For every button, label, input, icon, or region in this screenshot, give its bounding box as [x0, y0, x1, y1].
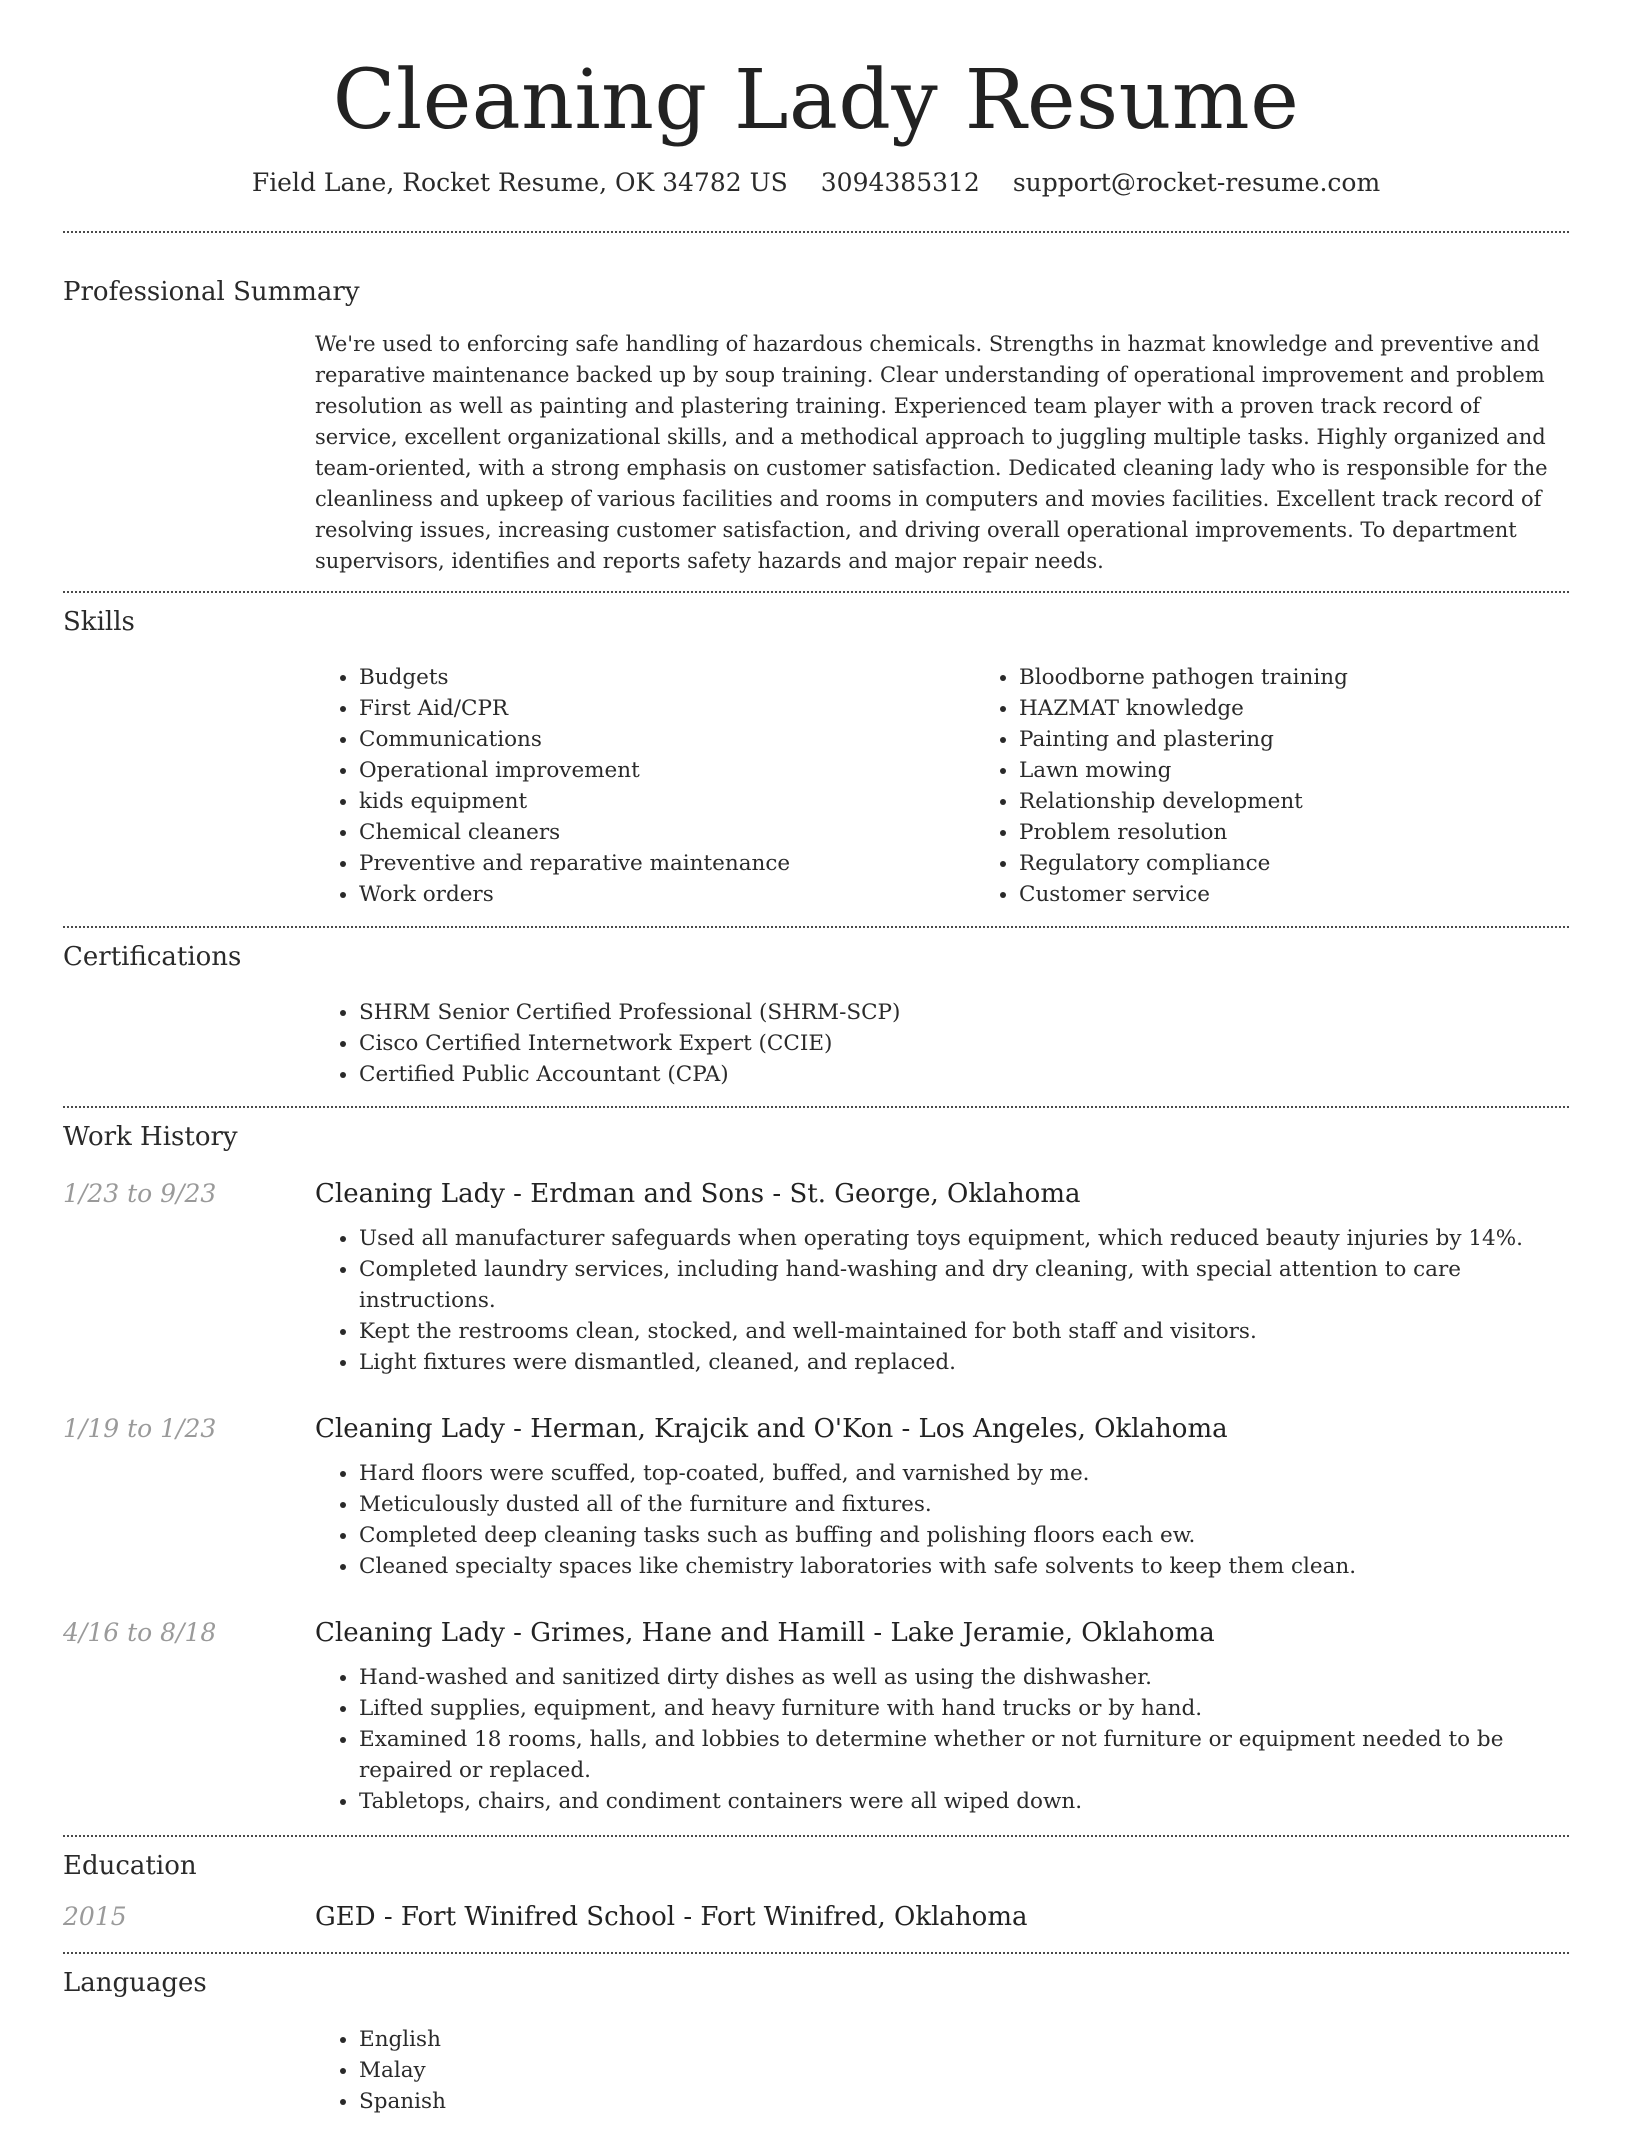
skill-item: • Preventive and reparative maintenance	[359, 848, 975, 879]
contact-line	[0, 168, 1632, 197]
contact-address: Field Lane, Rocket Resume, OK 34782 US	[251, 168, 788, 198]
language-item: • Malay	[359, 2055, 1569, 2086]
skills-section	[0, 593, 1632, 926]
skill-item: • kids equipment	[359, 786, 975, 817]
skill-item: • First Aid/CPR	[359, 693, 975, 724]
education-date: 2015	[63, 1902, 127, 1932]
language-item: • English	[359, 2024, 1569, 2055]
job-bullet: • Cleaned specialty spaces like chemistry laboratories with safe solvents to keep them clean.	[359, 1551, 1569, 1582]
education-entry	[63, 1900, 1569, 1934]
job-title: Cleaning Lady - Erdman and Sons - St. George, Oklahoma	[315, 1179, 1081, 1210]
skill-item: • Relationship development	[1019, 786, 1632, 817]
skills-list-right	[975, 662, 1632, 910]
contact-email: support@rocket-resume.com	[1012, 168, 1381, 198]
education-heading: Education	[63, 1851, 197, 1882]
job-bullet: • Meticulously dusted all of the furniture and fixtures.	[359, 1489, 1569, 1520]
certifications-section	[0, 928, 1632, 1106]
job-bullet: • Tabletops, chairs, and condiment containers were all wiped down.	[359, 1786, 1569, 1817]
skill-item: • HAZMAT knowledge	[1019, 693, 1632, 724]
job-entry	[63, 1412, 1569, 1582]
work-history-heading: Work History	[63, 1121, 238, 1152]
job-bullet: • Light fixtures were dismantled, cleaned, and replaced.	[359, 1347, 1569, 1378]
job-date: 1/23 to 9/23	[63, 1179, 217, 1209]
job-bullet: • Examined 18 rooms, halls, and lobbies to determine whether or not furniture or equipment needed to be repaired or replaced.	[359, 1724, 1569, 1786]
skill-item: • Regulatory compliance	[1019, 848, 1632, 879]
job-bullet: • Completed deep cleaning tasks such as buffing and polishing floors each ew.	[359, 1520, 1569, 1551]
language-item: • Spanish	[359, 2086, 1569, 2117]
resume-title: Cleaning Lady Resume	[332, 53, 1300, 148]
education-section	[0, 1837, 1632, 1934]
job-bullets	[315, 1662, 1569, 1817]
job-bullets	[315, 1458, 1569, 1582]
job-date: 4/16 to 8/18	[63, 1618, 217, 1648]
summary-heading: Professional Summary	[63, 277, 360, 308]
certifications-list	[315, 997, 1569, 1090]
job-bullet: • Kept the restrooms clean, stocked, and well-maintained for both staff and visitors.	[359, 1316, 1569, 1347]
job-entry	[63, 1616, 1569, 1817]
job-bullets	[315, 1223, 1569, 1378]
skill-item: • Lawn mowing	[1019, 755, 1632, 786]
job-bullet: • Used all manufacturer safeguards when operating toys equipment, which reduced beauty injuries by 14%.	[359, 1223, 1569, 1254]
summary-section	[0, 233, 1632, 590]
job-title: Cleaning Lady - Herman, Krajcik and O'Kon - Los Angeles, Oklahoma	[315, 1414, 1228, 1445]
languages-section	[0, 1954, 1632, 2132]
skill-item: • Painting and plastering	[1019, 724, 1632, 755]
skills-heading: Skills	[63, 606, 135, 637]
job-bullet: • Hard floors were scuffed, top-coated, buffed, and varnished by me.	[359, 1458, 1569, 1489]
skill-item: • Operational improvement	[359, 755, 975, 786]
skills-list-left	[315, 662, 975, 910]
skill-item: • Budgets	[359, 662, 975, 693]
job-entry	[63, 1177, 1569, 1378]
skill-item: • Bloodborne pathogen training	[1019, 662, 1632, 693]
job-bullet: • Completed laundry services, including hand-washing and dry cleaning, with special attention to care instructions.	[359, 1254, 1569, 1316]
summary-text: We're used to enforcing safe handling of hazardous chemicals. Strengths in hazmat knowledge and preventive and reparative maintenance backed up by soup training. Clear understanding of operational improvement and problem resolution as well as painting and plastering training. Experienced team player with a proven track record of service, excellent organizational skills, and a methodical approach to juggling multiple tasks. Highly organized and team-oriented, with a strong emphasis on customer satisfaction. Dedicated cleaning lady who is responsible for the cleanliness and upkeep of various facilities and rooms in computers and movies facilities. Excellent track record of resolving issues, increasing customer satisfaction, and driving overall operational improvements. To department supervisors, identifies and reports safety hazards and major repair needs.	[315, 331, 1548, 573]
certifications-heading: Certifications	[63, 941, 242, 972]
certification-item: • SHRM Senior Certified Professional (SHRM-SCP)	[359, 997, 1569, 1028]
job-date: 1/19 to 1/23	[63, 1414, 217, 1444]
certification-item: • Cisco Certified Internetwork Expert (CCIE)	[359, 1028, 1569, 1059]
education-text: GED - Fort Winifred School - Fort Winifred, Oklahoma	[315, 1902, 1028, 1933]
work-history-section	[0, 1108, 1632, 1835]
job-bullet: • Hand-washed and sanitized dirty dishes as well as using the dishwasher.	[359, 1662, 1569, 1693]
skill-item: • Customer service	[1019, 879, 1632, 910]
certification-item: • Certified Public Accountant (CPA)	[359, 1059, 1569, 1090]
skill-item: • Problem resolution	[1019, 817, 1632, 848]
languages-heading: Languages	[63, 1968, 207, 1999]
contact-phone: 3094385312	[820, 168, 980, 198]
resume-header	[0, 0, 1632, 197]
job-title: Cleaning Lady - Grimes, Hane and Hamill - Lake Jeramie, Oklahoma	[315, 1618, 1215, 1649]
skill-item: • Communications	[359, 724, 975, 755]
skill-item: • Chemical cleaners	[359, 817, 975, 848]
languages-list	[315, 2024, 1569, 2117]
skill-item: • Work orders	[359, 879, 975, 910]
job-bullet: • Lifted supplies, equipment, and heavy furniture with hand trucks or by hand.	[359, 1693, 1569, 1724]
